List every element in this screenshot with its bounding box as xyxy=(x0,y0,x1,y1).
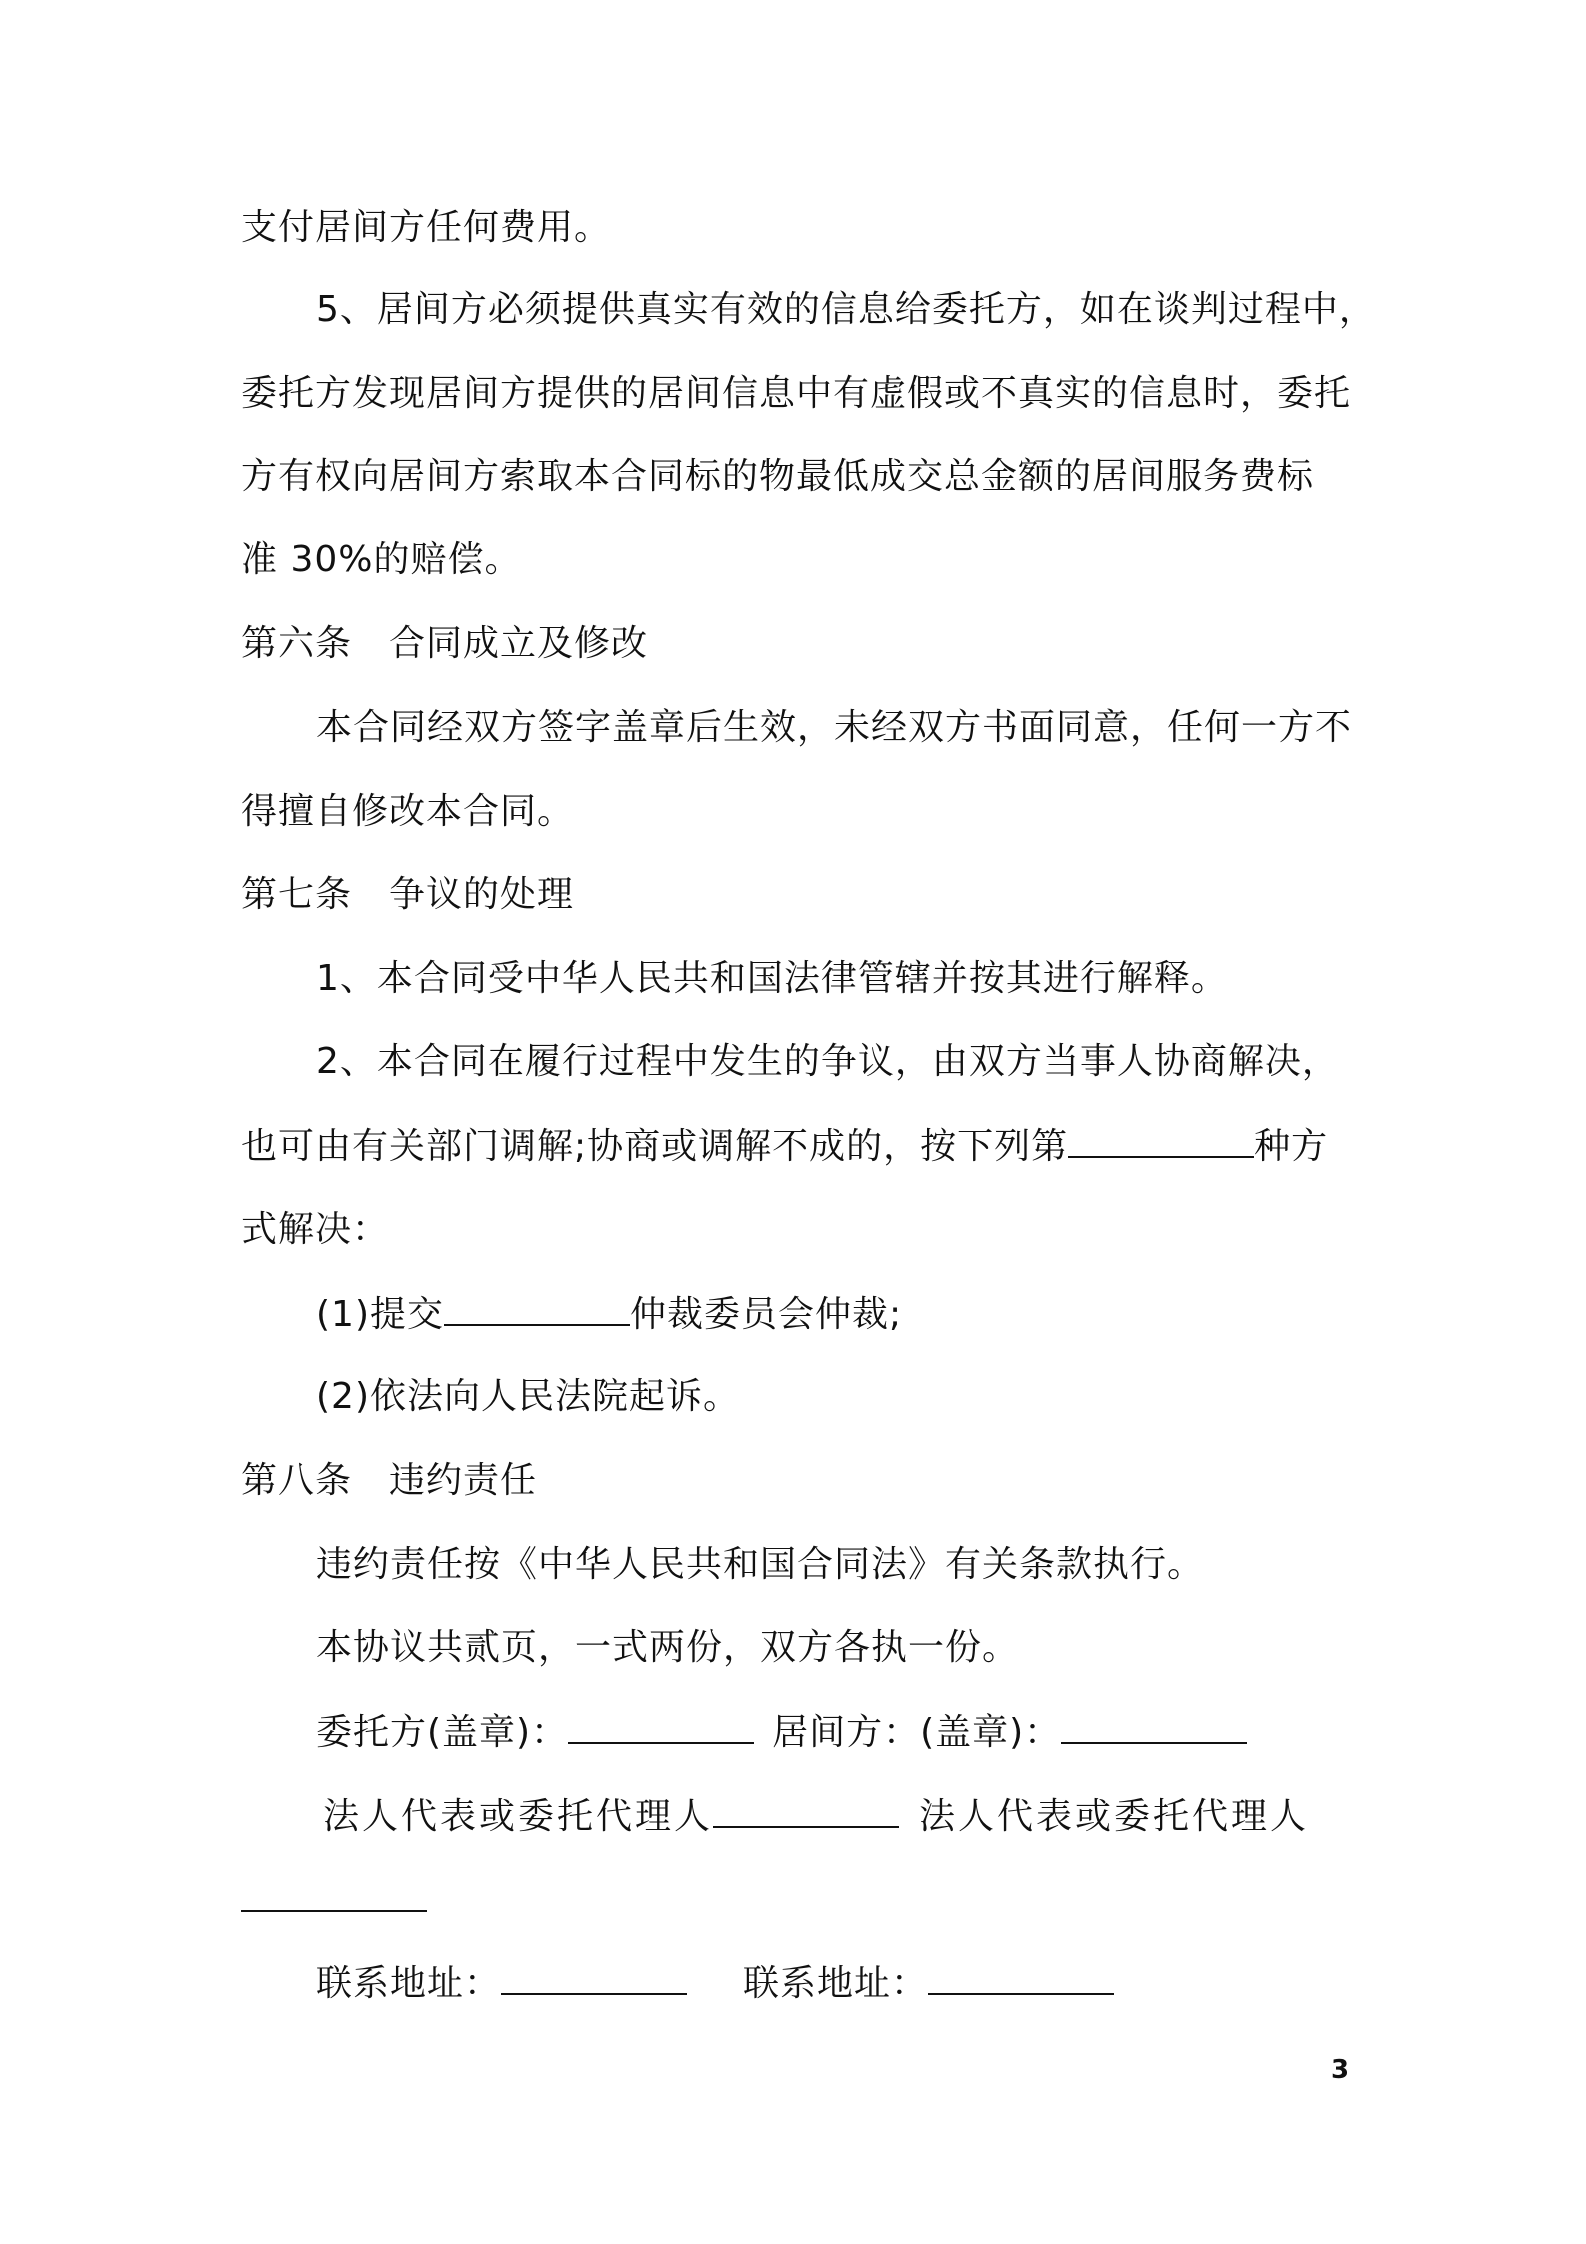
clause-5-line-4: 准 30%的赔偿。 xyxy=(241,539,522,580)
client-representative-label: 法人代表或委托代理人 xyxy=(323,1796,714,1837)
article-7-clause-1: 1、本合同受中华人民共和国法律管辖并按其进行解释。 xyxy=(316,958,1228,999)
signature-seal-line xyxy=(316,1708,1247,1757)
fill-in-blank xyxy=(444,1290,630,1326)
fill-in-blank xyxy=(501,1959,687,1995)
line-text: 种方 xyxy=(1254,1126,1329,1167)
clause-5-line-2: 委托方发现居间方提供的居间信息中有虚假或不真实的信息时，委托 xyxy=(241,373,1352,414)
article-6-line-2: 得擅自修改本合同。 xyxy=(241,791,575,832)
article-6-line-1: 本合同经双方签字盖章后生效，未经双方书面同意，任何一方不 xyxy=(316,707,1353,748)
broker-seal-label: 居间方：(盖章)： xyxy=(772,1712,1062,1753)
fill-in-blank xyxy=(928,1959,1114,1995)
fill-in-blank xyxy=(568,1708,754,1744)
option-1 xyxy=(316,1290,902,1339)
article-7-heading: 第七条 争议的处理 xyxy=(241,874,575,915)
article-7-clause-2-line-3: 式解决： xyxy=(241,1209,390,1250)
broker-address-label: 联系地址： xyxy=(743,1963,929,2004)
client-address-label: 联系地址： xyxy=(316,1963,502,2004)
option-2: (2)依法向人民法院起诉。 xyxy=(316,1376,740,1417)
fill-in-blank xyxy=(1061,1708,1247,1744)
article-7-clause-2-line-1: 2、本合同在履行过程中发生的争议，由双方当事人协商解决， xyxy=(316,1041,1339,1082)
page-number: 3 xyxy=(1331,2055,1350,2085)
fill-in-blank xyxy=(713,1792,899,1828)
fill-in-blank xyxy=(1068,1122,1254,1158)
representative-line xyxy=(323,1792,1309,1841)
line-text: 也可由有关部门调解;协商或调解不成的，按下列第 xyxy=(241,1126,1069,1167)
line-text: (1)提交 xyxy=(316,1294,444,1335)
line-text: 仲裁委员会仲裁; xyxy=(630,1294,903,1335)
article-7-clause-2-line-2 xyxy=(241,1122,1328,1171)
paragraph-line: 支付居间方任何费用。 xyxy=(241,207,612,248)
fill-in-blank xyxy=(241,1876,427,1912)
article-8-heading: 第八条 违约责任 xyxy=(241,1460,538,1501)
copies-statement: 本协议共贰页，一式两份，双方各执一份。 xyxy=(316,1627,1020,1668)
address-line xyxy=(316,1959,1114,2008)
clause-5-line-1: 5、居间方必须提供真实有效的信息给委托方，如在谈判过程中， xyxy=(316,289,1376,330)
broker-representative-label: 法人代表或委托代理人 xyxy=(919,1796,1310,1837)
client-seal-label: 委托方(盖章)： xyxy=(316,1712,569,1753)
article-8-line-1: 违约责任按《中华人民共和国合同法》有关条款执行。 xyxy=(316,1544,1205,1585)
clause-5-line-3: 方有权向居间方索取本合同标的物最低成交总金额的居间服务费标 xyxy=(241,456,1315,497)
representative-continuation xyxy=(241,1876,427,1925)
article-6-heading: 第六条 合同成立及修改 xyxy=(241,623,649,664)
